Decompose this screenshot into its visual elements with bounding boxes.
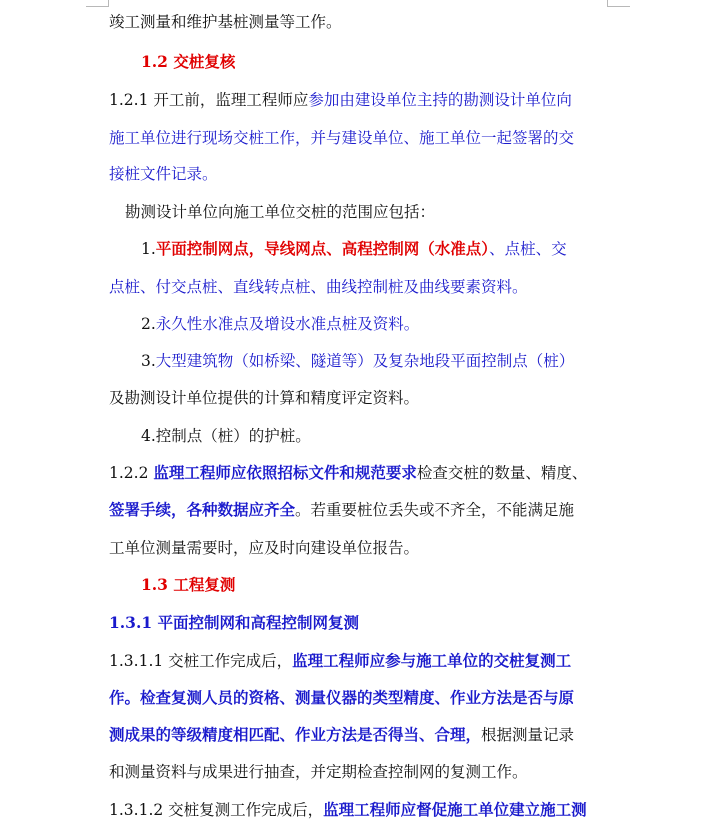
page-corner-mark-left — [86, 0, 109, 7]
text-line — [109, 88, 606, 112]
text-line — [109, 723, 606, 747]
text-run: 1.3.1.1 交桩工作完成后， — [109, 652, 293, 670]
text-line — [109, 126, 606, 150]
text-run: 1.3.1.2 交桩复测工作完成后， — [109, 801, 324, 819]
text-run: 接桩文件记录。 — [109, 165, 218, 183]
text-line — [109, 649, 606, 673]
text-run: 4.控制点（桩）的护桩。 — [141, 427, 311, 445]
text-line — [109, 536, 606, 560]
text-run: 参加由建设单位主持的勘测设计单位向 — [308, 91, 572, 109]
text-run: 2. — [141, 315, 156, 333]
text-run: 及勘测设计单位提供的计算和精度评定资料。 — [109, 389, 420, 407]
text-run: 监理工程师应参与施工单位的交桩复测工 — [292, 651, 572, 670]
text-line — [109, 611, 606, 635]
text-line — [141, 237, 606, 261]
text-line — [109, 798, 606, 822]
text-run: 监理工程师应依照招标文件和规范要求 — [153, 463, 417, 482]
text-line — [109, 162, 606, 186]
text-run: 1.2.1 开工前，监理工程师应 — [109, 91, 309, 109]
text-run: 大型建筑物（如桥梁、隧道等）及复杂地段平面控制点（桩） — [155, 352, 575, 370]
text-run: 1.2 交桩复核 — [141, 52, 236, 71]
text-line — [141, 50, 606, 74]
text-line — [109, 461, 606, 485]
text-run: 竣工测量和维护基桩测量等工作。 — [109, 13, 342, 31]
text-run: 1.3.1 平面控制网和高程控制网复测 — [109, 613, 360, 632]
text-line — [141, 349, 606, 373]
text-run: 平面控制网点，导线网点、高程控制网（水准点） — [155, 239, 490, 258]
text-run: 1.2.2 — [109, 464, 154, 482]
page-corner-mark-right — [607, 0, 630, 7]
text-run: 检查交桩的数量、精度、 — [416, 464, 588, 482]
text-line — [109, 275, 606, 299]
text-line — [109, 686, 606, 710]
text-run: 工单位测量需要时，应及时向建设单位报告。 — [109, 539, 420, 557]
text-line — [141, 573, 606, 597]
text-line — [125, 200, 606, 224]
text-line — [109, 498, 606, 522]
text-run: 。若重要桩位丢失或不齐全，不能满足施 — [295, 501, 575, 519]
text-run: 测成果的等级精度相匹配、作业方法是否得当、合理， — [109, 725, 482, 744]
text-run: 监理工程师应督促施工单位建立施工测 — [323, 800, 587, 819]
text-run: 作。检查复测人员的资格、测量仪器的类型精度、作业方法是否与原 — [109, 688, 575, 707]
text-line — [141, 312, 606, 336]
text-run: 和测量资料与成果进行抽查，并定期检查控制网的复测工作。 — [109, 763, 528, 781]
text-line — [109, 386, 606, 410]
text-run: 施工单位进行现场交桩工作，并与建设单位、施工单位一起签署的交 — [109, 129, 575, 147]
text-run: 点桩、付交点桩、直线转点桩、曲线控制桩及曲线要素资料。 — [109, 278, 528, 296]
text-run: 永久性水准点及增设水准点桩及资料。 — [155, 315, 420, 333]
text-run: 根据测量记录 — [481, 726, 575, 744]
text-run: 勘测设计单位向施工单位交桩的范围应包括： — [125, 203, 436, 221]
text-run: 、点桩、交 — [489, 240, 567, 258]
text-run: 1.3 工程复测 — [141, 575, 236, 594]
text-run: 1. — [141, 240, 156, 258]
text-run: 3. — [141, 352, 156, 370]
text-line — [109, 10, 606, 34]
text-line — [109, 760, 606, 784]
text-line — [141, 424, 606, 448]
text-run: 签署手续，各种数据应齐全 — [109, 500, 296, 519]
